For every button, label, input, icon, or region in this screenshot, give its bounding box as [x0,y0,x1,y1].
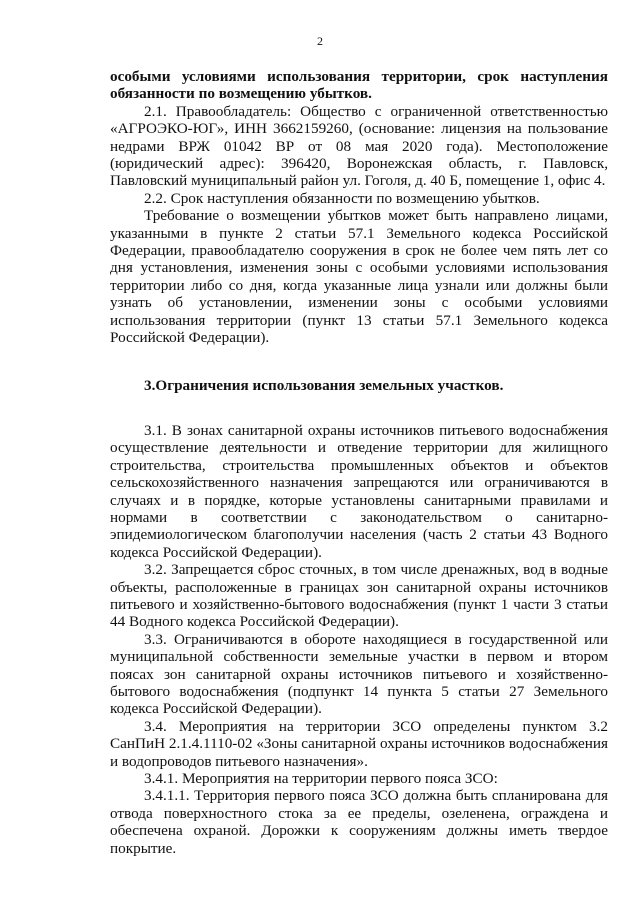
page-number: 2 [317,34,323,48]
paragraph-2-2-text: Требование о возмещении убытков может быть направлено лицами, указанными в пункте 2 статьи 57.1 Земельного кодекса Российской Федерации, правообладателю сооружения в срок не более чем пять лет со дня установления, изменения зоны с особыми условиями использования территории либо со дня, когда указанные лица узнали или должны были узнать об установлении, изменении зоны с особыми условиями использования территории (пункт 13 статьи 57.1 Земельного кодекса Российской Федерации). [110,207,608,347]
paragraph-3-2: 3.2. Запрещается сброс сточных, в том числе дренажных, вод в водные объекты, расположенные в границах зон санитарной охраны источников питьевого и хозяйственно-бытового водоснабжения (пункт 1 части 3 статьи 44 Водного кодекса Российской Федерации). [110,561,608,631]
document-body [110,68,608,857]
paragraph-3-4-1-1: 3.4.1.1. Территория первого пояса ЗСО должна быть спланирована для отвода поверхностного стока за ее пределы, озеленена, ограждена и обеспечена охраной. Дорожки к сооружениям должны иметь твердое покрытие. [110,787,608,857]
paragraph-2-1: 2.1. Правообладатель: Общество с ограниченной ответственностью «АГРОЭКО-ЮГ», ИНН 3662159260, (основание: лицензия на пользование недрами ВРЖ 01042 ВР от 08 мая 2020 года). Местоположение (юридический адрес): 396420, Воронежская область, г. Павловск, Павловский муниципальный район ул. Гоголя, д. 40 Б, помещение 1, офис 4. [110,102,608,190]
paragraph-3-4: 3.4. Мероприятия на территории ЗСО определены пунктом 3.2 СанПиН 2.1.4.1110-02 «Зоны санитарной охраны источников водоснабжения и водопроводов питьевого назначения». [110,717,608,770]
paragraph-3-4-1: 3.4.1. Мероприятия на территории первого пояса ЗСО: [144,770,498,788]
paragraph-2-2: 2.2. Срок наступления обязанности по возмещению убытков. [144,189,540,207]
paragraph-section-2-title-cont: особыми условиями использования территории, срок наступления обязанности по возмещению убытков. [110,68,608,103]
paragraph-3-3: 3.3. Ограничиваются в обороте находящиеся в государственной или муниципальной собственности земельные участки в первом и втором поясах зон санитарной охраны источников питьевого и хозяйственно-бытового водоснабжения (подпункт 14 пункта 5 статьи 27 Земельного кодекса Российской Федерации). [110,630,608,718]
section-3-heading: 3.Ограничения использования земельных участков. [144,376,504,394]
paragraph-3-1: 3.1. В зонах санитарной охраны источников питьевого водоснабжения осуществление деятельности и отведение территории для жилищного строительства, строительства промышленных объектов и объектов сельскохозяйственного назначения запрещаются или ограничиваются в случаях и в порядке, которые установлены санитарными правилами и нормами в соответствии с законодательством о санитарно-эпидемиологическом благополучии населения (часть 2 статьи 43 Водного кодекса Российской Федерации). [110,421,608,561]
